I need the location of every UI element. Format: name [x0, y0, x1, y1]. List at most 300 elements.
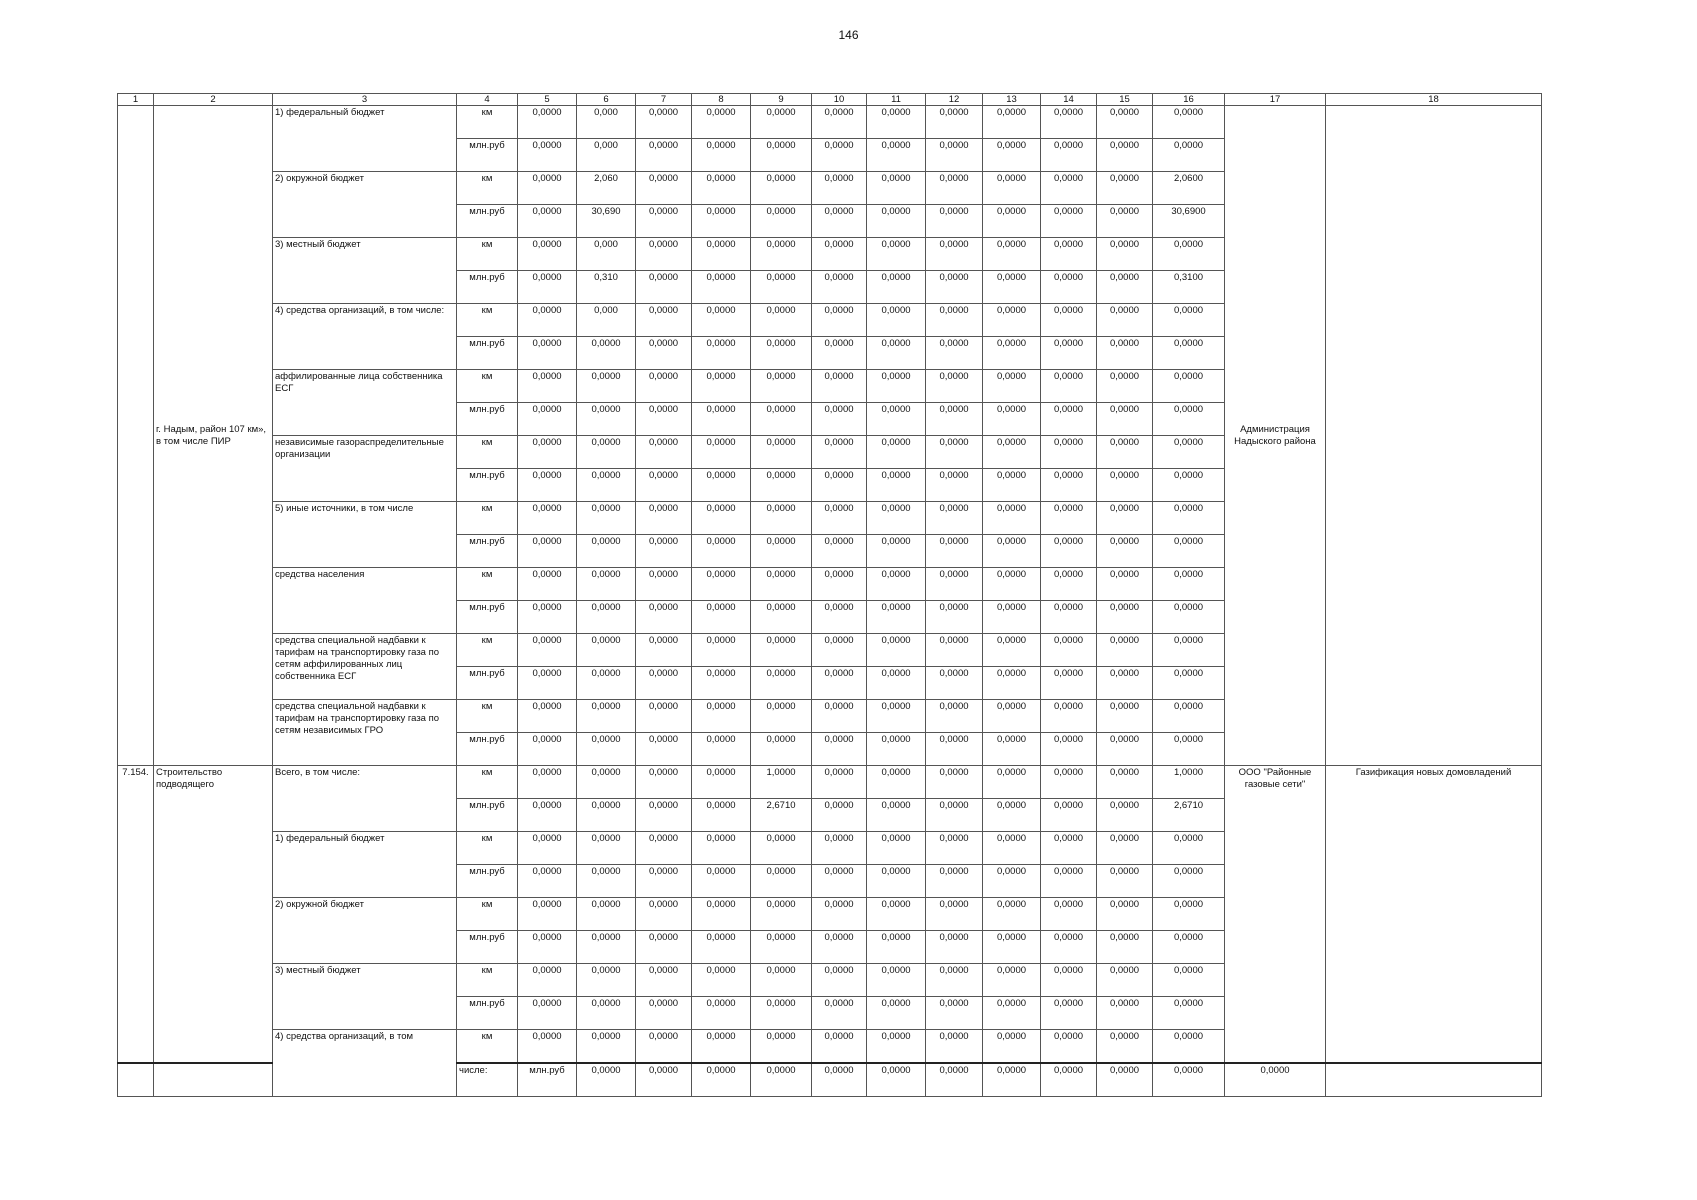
value-col-6: 0,000: [577, 106, 636, 139]
value-col-7: 0,0000: [636, 139, 692, 172]
value-col-11: 0,0000: [867, 337, 926, 370]
value-col-11: 0,0000: [867, 700, 926, 733]
value-col-5: 0,0000: [518, 502, 577, 535]
column-number-row: [118, 94, 1542, 106]
funding-source: 1) федеральный бюджет: [273, 832, 457, 898]
column-header-17: 17: [1225, 94, 1326, 106]
unit: млн.руб: [457, 799, 518, 832]
value-col-10: 0,0000: [812, 535, 867, 568]
value-col-6: 0,0000: [577, 931, 636, 964]
column-header-3: 3: [273, 94, 457, 106]
value-col-6: 0,0000: [577, 667, 636, 700]
value-col-11: 0,0000: [867, 733, 926, 766]
value-col-8: 0,0000: [692, 337, 751, 370]
purpose: Газификация новых домовладений: [1326, 766, 1542, 1064]
value-col-10: 0,0000: [812, 238, 867, 271]
value-col-12: 0,0000: [926, 1030, 983, 1064]
value-col-15: 0,0000: [1097, 502, 1153, 535]
value-col-5: 0,0000: [518, 997, 577, 1030]
value-col-12: 0,0000: [926, 337, 983, 370]
unit: км: [457, 436, 518, 469]
value-col-16: 0,0000: [1153, 502, 1225, 535]
value-col-6: 0,0000: [577, 766, 636, 799]
executor: ООО "Районные газовые сети": [1225, 766, 1326, 1064]
unit: млн.руб: [457, 931, 518, 964]
value-col-12: 0,0000: [983, 1063, 1041, 1097]
value-col-8: 0,0000: [692, 304, 751, 337]
value-col-6: 0,0000: [577, 898, 636, 931]
value-col-5: 0,0000: [518, 403, 577, 436]
value-col-10: 0,0000: [812, 667, 867, 700]
value-col-13: 0,0000: [983, 304, 1041, 337]
value-col-8: 0,0000: [692, 469, 751, 502]
value-col-13: 0,0000: [983, 172, 1041, 205]
unit: млн.руб: [457, 997, 518, 1030]
value-col-8: 0,0000: [692, 634, 751, 667]
value-col-7: 0,0000: [636, 733, 692, 766]
value-col-11: 0,0000: [867, 766, 926, 799]
row-number: [118, 1063, 154, 1097]
value-col-8: 0,0000: [692, 799, 751, 832]
value-col-15: 0,0000: [1097, 733, 1153, 766]
object-name: Строительство подводящего: [154, 766, 273, 1064]
value-col-5: 0,0000: [518, 370, 577, 403]
value-col-16: 0,0000: [1153, 964, 1225, 997]
page-number: 146: [838, 28, 859, 42]
value-col-8: 0,0000: [692, 370, 751, 403]
value-col-10: 0,0000: [812, 1030, 867, 1064]
unit: км: [457, 634, 518, 667]
value-col-7: 0,0000: [636, 964, 692, 997]
value-col-11: 0,0000: [867, 271, 926, 304]
value-col-12: 0,0000: [926, 271, 983, 304]
value-col-5: 0,0000: [518, 700, 577, 733]
value-col-6: 0,0000: [577, 469, 636, 502]
value-col-11: 0,0000: [867, 304, 926, 337]
value-col-9: 0,0000: [751, 436, 812, 469]
value-col-7: 0,0000: [636, 337, 692, 370]
column-header-11: 11: [867, 94, 926, 106]
value-col-10: 0,0000: [812, 865, 867, 898]
value-col-11: 0,0000: [867, 1030, 926, 1064]
value-col-15: 0,0000: [1097, 865, 1153, 898]
value-col-6: 0,0000: [577, 370, 636, 403]
value-col-8: 0,0000: [692, 106, 751, 139]
unit: км: [457, 304, 518, 337]
value-col-9: 0,0000: [751, 634, 812, 667]
value-col-12: 0,0000: [926, 964, 983, 997]
value-col-6: 0,0000: [577, 502, 636, 535]
value-col-9: 0,0000: [751, 304, 812, 337]
executor: Администрация Надыского района: [1225, 106, 1326, 766]
value-col-8: 0,0000: [692, 601, 751, 634]
value-col-5: 0,0000: [518, 304, 577, 337]
value-col-13: 0,0000: [983, 700, 1041, 733]
value-col-12: 0,0000: [926, 568, 983, 601]
value-col-15: 0,0000: [1097, 271, 1153, 304]
value-col-15: 0,0000: [1097, 172, 1153, 205]
value-col-5: 0,0000: [518, 766, 577, 799]
unit: млн.руб: [457, 469, 518, 502]
funding-source: 3) местный бюджет: [273, 238, 457, 304]
value-col-6: 2,060: [577, 172, 636, 205]
value-col-11: 0,0000: [867, 964, 926, 997]
value-col-16: 0,0000: [1153, 370, 1225, 403]
value-col-11: 0,0000: [867, 469, 926, 502]
value-col-16: 0,0000: [1153, 337, 1225, 370]
value-col-10: 0,0000: [812, 601, 867, 634]
value-col-13: 0,0000: [983, 733, 1041, 766]
value-col-15: 0,0000: [1097, 436, 1153, 469]
table-row: [118, 106, 1542, 139]
executor: [1326, 1063, 1542, 1097]
value-col-5: 0,0000: [518, 832, 577, 865]
value-col-14: 0,0000: [1041, 370, 1097, 403]
unit: км: [457, 700, 518, 733]
value-col-9: 0,0000: [751, 370, 812, 403]
value-col-12: 0,0000: [926, 436, 983, 469]
value-col-16: 0,0000: [1153, 403, 1225, 436]
value-col-16: 0,0000: [1153, 106, 1225, 139]
unit: км: [457, 964, 518, 997]
value-col-14: 0,0000: [1041, 172, 1097, 205]
value-col-16: 0,0000: [1153, 931, 1225, 964]
value-col-11: 0,0000: [867, 931, 926, 964]
column-header-15: 15: [1097, 94, 1153, 106]
value-col-6: 0,0000: [577, 799, 636, 832]
value-col-14: 0,0000: [1041, 601, 1097, 634]
value-col-6: 0,310: [577, 271, 636, 304]
value-col-10: 0,0000: [812, 403, 867, 436]
value-col-16: 1,0000: [1153, 766, 1225, 799]
value-col-7: 0,0000: [636, 766, 692, 799]
unit: км: [457, 370, 518, 403]
value-col-13: 0,0000: [983, 106, 1041, 139]
value-col-16: 0,0000: [1153, 436, 1225, 469]
value-col-14: 0,0000: [1097, 1063, 1153, 1097]
value-col-16: 0,3100: [1153, 271, 1225, 304]
value-col-10: 0,0000: [812, 304, 867, 337]
value-col-11: 0,0000: [867, 139, 926, 172]
value-col-14: 0,0000: [1041, 667, 1097, 700]
value-col-12: 0,0000: [926, 667, 983, 700]
value-col-10: 0,0000: [867, 1063, 926, 1097]
value-col-12: 0,0000: [926, 865, 983, 898]
value-col-10: 0,0000: [812, 139, 867, 172]
value-col-6: 0,000: [577, 139, 636, 172]
value-col-13: 0,0000: [983, 898, 1041, 931]
value-col-16: 0,0000: [1153, 700, 1225, 733]
column-header-5: 5: [518, 94, 577, 106]
value-col-11: 0,0000: [867, 106, 926, 139]
value-col-9: 0,0000: [751, 733, 812, 766]
value-col-6: 0,0000: [577, 832, 636, 865]
value-col-10: 0,0000: [812, 337, 867, 370]
value-col-10: 0,0000: [812, 964, 867, 997]
value-col-8: 0,0000: [692, 172, 751, 205]
value-col-13: 0,0000: [983, 271, 1041, 304]
value-col-16: 0,0000: [1153, 733, 1225, 766]
value-col-9: 0,0000: [751, 238, 812, 271]
value-col-12: 0,0000: [926, 766, 983, 799]
value-col-12: 0,0000: [926, 898, 983, 931]
value-col-14: 0,0000: [1041, 700, 1097, 733]
value-col-12: 0,0000: [926, 205, 983, 238]
value-col-15: 0,0000: [1097, 832, 1153, 865]
column-header-1: 1: [118, 94, 154, 106]
value-col-5: 0,0000: [518, 238, 577, 271]
value-col-9: 0,0000: [751, 502, 812, 535]
value-col-6: 0,0000: [577, 1030, 636, 1064]
value-col-15: 0,0000: [1097, 997, 1153, 1030]
value-col-6: 0,000: [577, 304, 636, 337]
row-number: 7.154.: [118, 766, 154, 1064]
value-col-8: 0,0000: [692, 502, 751, 535]
value-col-7: 0,0000: [636, 601, 692, 634]
value-col-15: 0,0000: [1097, 931, 1153, 964]
value-col-15: 0,0000: [1097, 337, 1153, 370]
value-col-6: 0,000: [577, 238, 636, 271]
funding-source: 3) местный бюджет: [273, 964, 457, 1030]
funding-source: 2) окружной бюджет: [273, 898, 457, 964]
value-col-8: 0,0000: [692, 535, 751, 568]
value-col-9: 0,0000: [812, 1063, 867, 1097]
column-header-2: 2: [154, 94, 273, 106]
value-col-7: 0,0000: [636, 238, 692, 271]
value-col-13: 0,0000: [983, 601, 1041, 634]
value-col-8: 0,0000: [692, 403, 751, 436]
value-col-11: 0,0000: [867, 403, 926, 436]
value-col-9: 0,0000: [751, 469, 812, 502]
value-col-15: 0,0000: [1097, 766, 1153, 799]
value-col-13: 0,0000: [983, 370, 1041, 403]
value-col-16: 0,0000: [1225, 1063, 1326, 1097]
value-col-9: 0,0000: [751, 667, 812, 700]
value-col-7: 0,0000: [636, 304, 692, 337]
column-header-14: 14: [1041, 94, 1097, 106]
value-col-16: 0,0000: [1153, 865, 1225, 898]
value-col-10: 0,0000: [812, 700, 867, 733]
value-col-10: 0,0000: [812, 370, 867, 403]
value-col-12: 0,0000: [926, 238, 983, 271]
value-col-7: 0,0000: [636, 700, 692, 733]
value-col-15: 0,0000: [1097, 667, 1153, 700]
value-col-7: 0,0000: [636, 799, 692, 832]
column-header-8: 8: [692, 94, 751, 106]
value-col-8: 0,0000: [692, 964, 751, 997]
value-col-15: 0,0000: [1097, 238, 1153, 271]
value-col-5: 0,0000: [518, 568, 577, 601]
value-col-10: 0,0000: [812, 205, 867, 238]
value-col-13: 0,0000: [983, 865, 1041, 898]
value-col-12: 0,0000: [926, 931, 983, 964]
value-col-13: 0,0000: [983, 964, 1041, 997]
value-col-13: 0,0000: [983, 832, 1041, 865]
value-col-11: 0,0000: [867, 370, 926, 403]
value-col-7: 0,0000: [636, 271, 692, 304]
value-col-7: 0,0000: [636, 568, 692, 601]
value-col-9: 0,0000: [751, 106, 812, 139]
value-col-16: 0,0000: [1153, 238, 1225, 271]
table-body: [118, 94, 1542, 1097]
value-col-12: 0,0000: [926, 106, 983, 139]
value-col-15: 0,0000: [1097, 898, 1153, 931]
unit: км: [457, 766, 518, 799]
value-col-9: 0,0000: [751, 403, 812, 436]
object-name: г. Надым, район 107 км», в том числе ПИР: [154, 106, 273, 766]
value-col-9: 0,0000: [751, 568, 812, 601]
value-col-14: 0,0000: [1041, 502, 1097, 535]
value-col-7: 0,0000: [636, 997, 692, 1030]
value-col-7: 0,0000: [636, 832, 692, 865]
value-col-5: 0,0000: [518, 469, 577, 502]
value-col-7: 0,0000: [692, 1063, 751, 1097]
value-col-5: 0,0000: [518, 733, 577, 766]
value-col-15: 0,0000: [1097, 469, 1153, 502]
value-col-13: 0,0000: [1041, 1063, 1097, 1097]
value-col-7: 0,0000: [636, 172, 692, 205]
value-col-5: 0,0000: [577, 1063, 636, 1097]
value-col-9: 0,0000: [751, 205, 812, 238]
value-col-11: 0,0000: [867, 832, 926, 865]
value-col-8: 0,0000: [692, 865, 751, 898]
unit: млн.руб: [457, 535, 518, 568]
value-col-6: 0,0000: [577, 964, 636, 997]
value-col-15: 0,0000: [1097, 634, 1153, 667]
value-col-11: 0,0000: [867, 238, 926, 271]
value-col-11: 0,0000: [867, 865, 926, 898]
value-col-6: 0,0000: [577, 568, 636, 601]
value-col-8: 0,0000: [692, 271, 751, 304]
value-col-16: 0,0000: [1153, 1030, 1225, 1064]
value-col-14: 0,0000: [1041, 139, 1097, 172]
value-col-8: 0,0000: [692, 832, 751, 865]
value-col-14: 0,0000: [1041, 337, 1097, 370]
value-col-15: 0,0000: [1097, 535, 1153, 568]
value-col-13: 0,0000: [983, 403, 1041, 436]
value-col-5: 0,0000: [518, 337, 577, 370]
value-col-9: 0,0000: [751, 832, 812, 865]
value-col-11: 0,0000: [867, 568, 926, 601]
value-col-16: 0,0000: [1153, 304, 1225, 337]
value-col-8: 0,0000: [692, 997, 751, 1030]
value-col-14: 0,0000: [1041, 106, 1097, 139]
unit: млн.руб: [457, 733, 518, 766]
value-col-12: 0,0000: [926, 700, 983, 733]
value-col-16: 0,0000: [1153, 601, 1225, 634]
value-col-5: 0,0000: [518, 898, 577, 931]
value-col-11: 0,0000: [867, 898, 926, 931]
value-col-13: 0,0000: [983, 1030, 1041, 1064]
value-col-12: 0,0000: [926, 535, 983, 568]
value-col-15: 0,0000: [1097, 106, 1153, 139]
value-col-11: 0,0000: [867, 997, 926, 1030]
value-col-6: 0,0000: [577, 997, 636, 1030]
value-col-15: 0,0000: [1153, 1063, 1225, 1097]
value-col-9: 0,0000: [751, 997, 812, 1030]
value-col-14: 0,0000: [1041, 997, 1097, 1030]
value-col-8: 0,0000: [692, 205, 751, 238]
funding-source: аффилированные лица собственника ЕСГ: [273, 370, 457, 436]
unit: млн.руб: [457, 205, 518, 238]
value-col-14: 0,0000: [1041, 238, 1097, 271]
value-col-13: 0,0000: [983, 238, 1041, 271]
value-col-13: 0,0000: [983, 667, 1041, 700]
column-header-6: 6: [577, 94, 636, 106]
value-col-9: 0,0000: [751, 931, 812, 964]
value-col-7: 0,0000: [636, 436, 692, 469]
value-col-9: 0,0000: [751, 271, 812, 304]
value-col-16: 0,0000: [1153, 667, 1225, 700]
value-col-6: 0,0000: [577, 865, 636, 898]
unit: км: [457, 238, 518, 271]
value-col-14: 0,0000: [1041, 568, 1097, 601]
value-col-14: 0,0000: [1041, 865, 1097, 898]
value-col-9: 0,0000: [751, 601, 812, 634]
value-col-12: 0,0000: [926, 370, 983, 403]
value-col-9: 0,0000: [751, 964, 812, 997]
value-col-8: 0,0000: [692, 700, 751, 733]
value-col-10: 0,0000: [812, 568, 867, 601]
value-col-11: 0,0000: [867, 799, 926, 832]
column-header-9: 9: [751, 94, 812, 106]
value-col-11: 0,0000: [926, 1063, 983, 1097]
column-header-10: 10: [812, 94, 867, 106]
value-col-6: 0,0000: [577, 634, 636, 667]
value-col-7: 0,0000: [636, 205, 692, 238]
value-col-5: 0,0000: [518, 106, 577, 139]
value-col-5: 0,0000: [518, 865, 577, 898]
value-col-9: 2,6710: [751, 799, 812, 832]
value-col-5: 0,0000: [518, 535, 577, 568]
value-col-10: 0,0000: [812, 733, 867, 766]
value-col-13: 0,0000: [983, 799, 1041, 832]
value-col-10: 0,0000: [812, 436, 867, 469]
value-col-5: 0,0000: [518, 139, 577, 172]
value-col-13: 0,0000: [983, 634, 1041, 667]
value-col-15: 0,0000: [1097, 1030, 1153, 1064]
value-col-14: 0,0000: [1041, 766, 1097, 799]
value-col-13: 0,0000: [983, 535, 1041, 568]
value-col-14: 0,0000: [1041, 964, 1097, 997]
value-col-13: 0,0000: [983, 568, 1041, 601]
unit: млн.руб: [457, 601, 518, 634]
value-col-12: 0,0000: [926, 601, 983, 634]
value-col-5: 0,0000: [518, 964, 577, 997]
unit: км: [457, 1030, 518, 1064]
value-col-5: 0,0000: [518, 1030, 577, 1064]
value-col-14: 0,0000: [1041, 535, 1097, 568]
value-col-5: 0,0000: [518, 931, 577, 964]
value-col-14: 0,0000: [1041, 733, 1097, 766]
value-col-7: 0,0000: [636, 1030, 692, 1064]
value-col-9: 0,0000: [751, 139, 812, 172]
value-col-5: 0,0000: [518, 601, 577, 634]
value-col-6: 0,0000: [636, 1063, 692, 1097]
unit: км: [457, 568, 518, 601]
value-col-12: 0,0000: [926, 832, 983, 865]
value-col-7: 0,0000: [636, 898, 692, 931]
value-col-13: 0,0000: [983, 139, 1041, 172]
value-col-8: 0,0000: [751, 1063, 812, 1097]
value-col-15: 0,0000: [1097, 139, 1153, 172]
value-col-7: 0,0000: [636, 403, 692, 436]
value-col-8: 0,0000: [692, 139, 751, 172]
value-col-7: 0,0000: [636, 502, 692, 535]
value-col-10: 0,0000: [812, 271, 867, 304]
value-col-5: 0,0000: [518, 205, 577, 238]
value-col-8: 0,0000: [692, 766, 751, 799]
